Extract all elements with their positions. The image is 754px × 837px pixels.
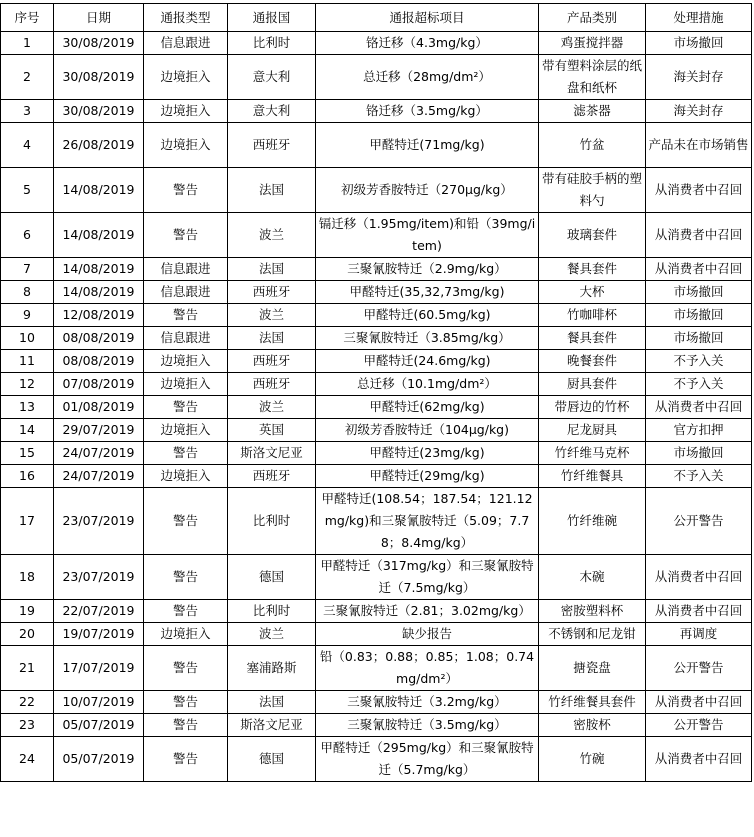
cell-date: 14/08/2019 [54,213,144,258]
cell-action: 从消费者中召回 [646,737,752,782]
cell-product: 餐具套件 [539,327,646,350]
cell-date: 30/08/2019 [54,55,144,100]
cell-action: 不予入关 [646,373,752,396]
header-product: 产品类别 [539,4,646,32]
cell-item: 初级芳香胺特迁（104μg/kg) [316,419,539,442]
cell-product: 竹咖啡杯 [539,304,646,327]
table-row [1,691,752,714]
cell-type: 警告 [144,396,228,419]
cell-type: 警告 [144,304,228,327]
cell-country: 西班牙 [228,465,316,488]
cell-no: 13 [1,396,54,419]
cell-no: 2 [1,55,54,100]
cell-date: 30/08/2019 [54,100,144,123]
table-row [1,32,752,55]
table-row [1,465,752,488]
cell-product: 木碗 [539,555,646,600]
cell-item: 缺少报告 [316,623,539,646]
cell-action: 市场撤回 [646,32,752,55]
cell-date: 23/07/2019 [54,488,144,555]
cell-product: 不锈钢和尼龙钳 [539,623,646,646]
table-row [1,55,752,100]
cell-product: 滤茶器 [539,100,646,123]
cell-date: 14/08/2019 [54,281,144,304]
cell-country: 英国 [228,419,316,442]
cell-action: 从消费者中召回 [646,691,752,714]
cell-action: 从消费者中召回 [646,396,752,419]
notification-table [0,3,752,782]
table-row [1,714,752,737]
cell-no: 19 [1,600,54,623]
cell-date: 14/08/2019 [54,168,144,213]
cell-product: 竹碗 [539,737,646,782]
cell-no: 9 [1,304,54,327]
table-row [1,600,752,623]
table-row [1,213,752,258]
cell-country: 斯洛文尼亚 [228,442,316,465]
cell-type: 警告 [144,442,228,465]
cell-item: 甲醛特迁(23mg/kg) [316,442,539,465]
cell-no: 7 [1,258,54,281]
cell-country: 意大利 [228,55,316,100]
cell-item: 甲醛特迁(24.6mg/kg) [316,350,539,373]
cell-date: 24/07/2019 [54,465,144,488]
cell-type: 边境拒入 [144,623,228,646]
cell-type: 信息跟进 [144,258,228,281]
cell-product: 大杯 [539,281,646,304]
cell-no: 18 [1,555,54,600]
cell-product: 竹纤维餐具套件 [539,691,646,714]
cell-action: 海关封存 [646,55,752,100]
table-row [1,488,752,555]
cell-item: 甲醛特迁(29mg/kg) [316,465,539,488]
cell-type: 警告 [144,488,228,555]
cell-action: 市场撤回 [646,442,752,465]
cell-type: 警告 [144,691,228,714]
cell-product: 带有硅胶手柄的塑料勺 [539,168,646,213]
table-row [1,281,752,304]
cell-action: 官方扣押 [646,419,752,442]
cell-action: 公开警告 [646,714,752,737]
cell-country: 法国 [228,168,316,213]
table-wrapper [0,3,752,782]
cell-no: 15 [1,442,54,465]
table-row [1,258,752,281]
cell-date: 05/07/2019 [54,737,144,782]
cell-country: 比利时 [228,600,316,623]
cell-type: 警告 [144,714,228,737]
cell-type: 警告 [144,646,228,691]
cell-country: 法国 [228,691,316,714]
header-date: 日期 [54,4,144,32]
cell-item: 总迁移（10.1mg/dm²） [316,373,539,396]
cell-product: 带唇边的竹杯 [539,396,646,419]
cell-no: 8 [1,281,54,304]
cell-date: 12/08/2019 [54,304,144,327]
cell-country: 西班牙 [228,281,316,304]
cell-action: 再调度 [646,623,752,646]
cell-date: 26/08/2019 [54,123,144,168]
cell-action: 从消费者中召回 [646,168,752,213]
cell-no: 16 [1,465,54,488]
cell-product: 竹盆 [539,123,646,168]
cell-action: 从消费者中召回 [646,213,752,258]
table-row [1,123,752,168]
cell-country: 比利时 [228,32,316,55]
cell-product: 玻璃套件 [539,213,646,258]
cell-date: 08/08/2019 [54,350,144,373]
cell-no: 6 [1,213,54,258]
cell-country: 法国 [228,258,316,281]
cell-action: 公开警告 [646,488,752,555]
cell-type: 边境拒入 [144,55,228,100]
cell-action: 公开警告 [646,646,752,691]
cell-type: 边境拒入 [144,350,228,373]
cell-product: 竹纤维餐具 [539,465,646,488]
cell-action: 不予入关 [646,350,752,373]
cell-no: 23 [1,714,54,737]
cell-type: 警告 [144,168,228,213]
cell-date: 08/08/2019 [54,327,144,350]
cell-no: 24 [1,737,54,782]
cell-product: 竹纤维马克杯 [539,442,646,465]
cell-item: 三聚氰胺特迁（3.2mg/kg） [316,691,539,714]
cell-date: 01/08/2019 [54,396,144,419]
cell-type: 警告 [144,737,228,782]
cell-country: 德国 [228,737,316,782]
cell-product: 餐具套件 [539,258,646,281]
cell-no: 12 [1,373,54,396]
cell-type: 信息跟进 [144,281,228,304]
cell-action: 从消费者中召回 [646,600,752,623]
table-row [1,350,752,373]
cell-action: 市场撤回 [646,327,752,350]
cell-country: 波兰 [228,623,316,646]
cell-date: 22/07/2019 [54,600,144,623]
cell-item: 铅（0.83；0.88；0.85；1.08；0.74mg/dm²） [316,646,539,691]
cell-no: 20 [1,623,54,646]
cell-country: 波兰 [228,213,316,258]
cell-product: 密胺塑料杯 [539,600,646,623]
table-row [1,304,752,327]
cell-type: 信息跟进 [144,32,228,55]
cell-product: 晚餐套件 [539,350,646,373]
cell-date: 30/08/2019 [54,32,144,55]
table-row [1,737,752,782]
cell-item: 三聚氰胺特迁（2.81；3.02mg/kg） [316,600,539,623]
cell-type: 警告 [144,600,228,623]
cell-no: 14 [1,419,54,442]
cell-action: 产品未在市场销售 [646,123,752,168]
cell-no: 1 [1,32,54,55]
cell-action: 市场撤回 [646,281,752,304]
cell-item: 总迁移（28mg/dm²） [316,55,539,100]
cell-no: 22 [1,691,54,714]
cell-item: 铬迁移（3.5mg/kg） [316,100,539,123]
cell-type: 边境拒入 [144,419,228,442]
cell-item: 甲醛特迁（317mg/kg）和三聚氰胺特迁（7.5mg/kg） [316,555,539,600]
cell-country: 波兰 [228,304,316,327]
table-row [1,327,752,350]
cell-item: 甲醛特迁(108.54；187.54；121.12mg/kg)和三聚氰胺特迁（5.09；7.78；8.4mg/kg） [316,488,539,555]
cell-item: 镉迁移（1.95mg/item)和铅（39mg/item) [316,213,539,258]
cell-type: 边境拒入 [144,100,228,123]
table-row [1,555,752,600]
cell-item: 三聚氰胺特迁（3.85mg/kg） [316,327,539,350]
cell-country: 比利时 [228,488,316,555]
cell-item: 甲醛特迁(60.5mg/kg) [316,304,539,327]
cell-product: 鸡蛋搅拌器 [539,32,646,55]
cell-item: 铬迁移（4.3mg/kg） [316,32,539,55]
cell-date: 10/07/2019 [54,691,144,714]
cell-product: 厨具套件 [539,373,646,396]
table-row [1,100,752,123]
cell-action: 不予入关 [646,465,752,488]
header-type: 通报类型 [144,4,228,32]
cell-product: 带有塑料涂层的纸盘和纸杯 [539,55,646,100]
cell-type: 边境拒入 [144,373,228,396]
cell-type: 警告 [144,555,228,600]
cell-product: 尼龙厨具 [539,419,646,442]
cell-type: 边境拒入 [144,123,228,168]
table-row [1,373,752,396]
cell-no: 10 [1,327,54,350]
cell-item: 初级芳香胺特迁（270μg/kg） [316,168,539,213]
cell-date: 07/08/2019 [54,373,144,396]
cell-date: 05/07/2019 [54,714,144,737]
cell-no: 4 [1,123,54,168]
cell-country: 西班牙 [228,373,316,396]
cell-type: 信息跟进 [144,327,228,350]
cell-country: 西班牙 [228,350,316,373]
cell-action: 从消费者中召回 [646,555,752,600]
cell-no: 21 [1,646,54,691]
header-no: 序号 [1,4,54,32]
cell-date: 24/07/2019 [54,442,144,465]
cell-date: 29/07/2019 [54,419,144,442]
cell-date: 23/07/2019 [54,555,144,600]
cell-country: 西班牙 [228,123,316,168]
cell-type: 警告 [144,213,228,258]
cell-date: 17/07/2019 [54,646,144,691]
cell-country: 塞浦路斯 [228,646,316,691]
cell-country: 德国 [228,555,316,600]
header-row [1,4,752,32]
cell-action: 海关封存 [646,100,752,123]
cell-type: 边境拒入 [144,465,228,488]
cell-product: 密胺杯 [539,714,646,737]
table-row [1,623,752,646]
cell-item: 甲醛特迁(71mg/kg) [316,123,539,168]
cell-item: 甲醛特迁(35,32,73mg/kg) [316,281,539,304]
cell-no: 5 [1,168,54,213]
cell-product: 竹纤维碗 [539,488,646,555]
cell-country: 波兰 [228,396,316,419]
cell-country: 意大利 [228,100,316,123]
header-country: 通报国 [228,4,316,32]
cell-item: 甲醛特迁（295mg/kg）和三聚氰胺特迁（5.7mg/kg） [316,737,539,782]
cell-date: 14/08/2019 [54,258,144,281]
cell-no: 11 [1,350,54,373]
cell-item: 三聚氰胺特迁（2.9mg/kg） [316,258,539,281]
table-row [1,419,752,442]
cell-item: 三聚氰胺特迁（3.5mg/kg） [316,714,539,737]
cell-item: 甲醛特迁(62mg/kg) [316,396,539,419]
cell-country: 斯洛文尼亚 [228,714,316,737]
table-row [1,168,752,213]
cell-product: 搪瓷盘 [539,646,646,691]
header-action: 处理措施 [646,4,752,32]
cell-action: 市场撤回 [646,304,752,327]
table-row [1,646,752,691]
cell-date: 19/07/2019 [54,623,144,646]
table-row [1,396,752,419]
cell-country: 法国 [228,327,316,350]
cell-action: 从消费者中召回 [646,258,752,281]
cell-no: 3 [1,100,54,123]
header-item: 通报超标项目 [316,4,539,32]
cell-no: 17 [1,488,54,555]
table-row [1,442,752,465]
